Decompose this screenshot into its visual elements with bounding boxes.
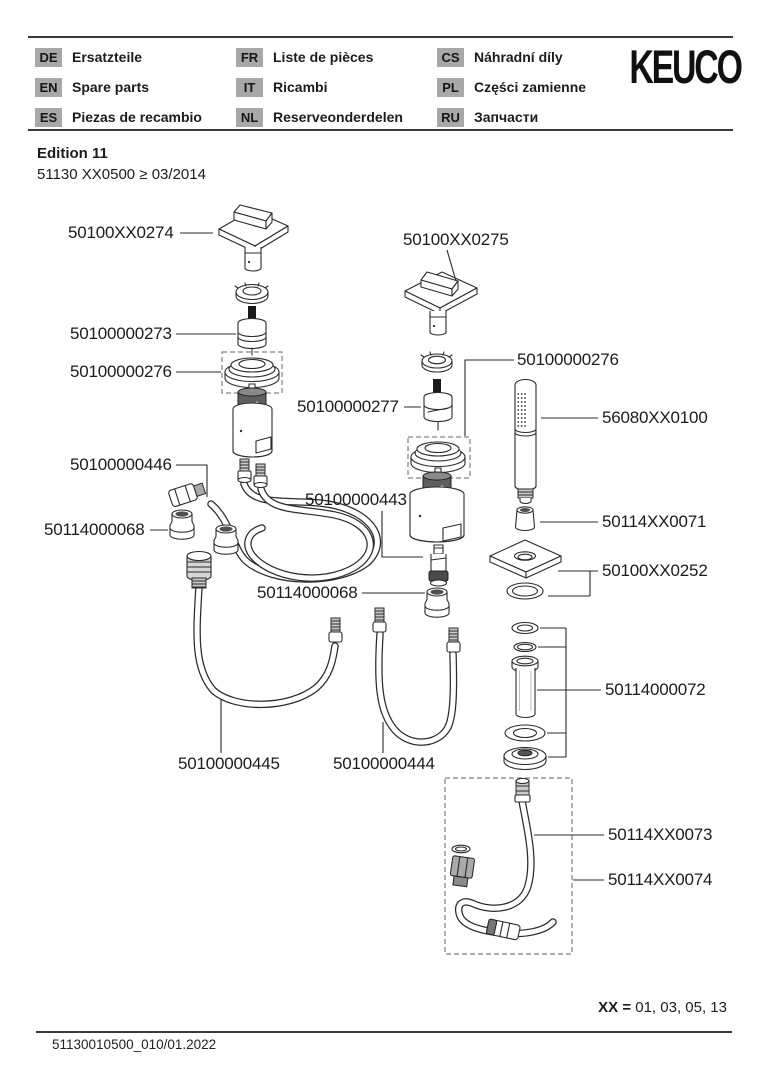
xx-variants-note xyxy=(598,999,727,1016)
part-label-50100XX0274: 50100XX0274 xyxy=(68,223,174,242)
drawing-pipe-444 xyxy=(373,608,460,742)
drawing-oring-0252 xyxy=(507,583,543,599)
drawing-valve-body-left xyxy=(233,384,272,457)
lang-label-cs: Náhradní díly xyxy=(474,49,563,65)
part-label-50114XX0073: 50114XX0073 xyxy=(608,825,713,844)
drawing-plate-0252 xyxy=(490,540,561,578)
part-label-50100XX0252: 50100XX0252 xyxy=(602,561,708,580)
divider-footer xyxy=(36,1031,732,1033)
part-label-50100XX0275: 50100XX0275 xyxy=(403,230,509,249)
lang-label-en: Spare parts xyxy=(72,79,150,95)
part-label-50100000444: 50100000444 xyxy=(333,754,435,773)
drawing-handle-mid xyxy=(405,272,477,335)
drawing-cone-0071 xyxy=(516,507,535,531)
part-label-50114XX0071: 50114XX0071 xyxy=(602,512,707,531)
drawing-hose-assembly-0074 xyxy=(445,778,572,954)
keuco-logo: KEUCO xyxy=(629,40,741,93)
drawing-valve-body-mid xyxy=(410,468,464,542)
drawing-cap-nut-mid xyxy=(421,352,452,372)
drawing-cartridge-273 xyxy=(238,306,266,355)
xx-variants-values: 01, 03, 05, 13 xyxy=(635,999,727,1016)
lang-badge-pl: PL xyxy=(437,78,464,97)
lang-label-nl: Reserveonderdelen xyxy=(273,109,403,125)
part-label-50100000276-left: 50100000276 xyxy=(70,362,172,381)
lang-badge-nl: NL xyxy=(236,108,263,127)
part-label-50100000445: 50100000445 xyxy=(178,754,280,773)
lang-badge-es: ES xyxy=(35,108,62,127)
part-label-50100000273: 50100000273 xyxy=(70,324,172,343)
lang-label-de: Ersatzteile xyxy=(72,49,143,65)
lang-label-pl: Części zamienne xyxy=(474,79,587,95)
part-label-50100000446: 50100000446 xyxy=(70,455,172,474)
part-label-50114XX0074: 50114XX0074 xyxy=(608,870,713,889)
part-label-50100000276-right: 50100000276 xyxy=(517,350,619,369)
drawing-valve-443 xyxy=(429,545,448,586)
xx-variants-label: XX = xyxy=(598,999,632,1016)
lang-label-it: Ricambi xyxy=(273,79,328,95)
drawing-cartridge-277 xyxy=(424,379,452,430)
part-label-50100000443: 50100000443 xyxy=(305,490,407,509)
lang-label-fr: Liste de pièces xyxy=(273,49,374,65)
drawing-hand-shower xyxy=(515,380,536,504)
drawing-handle-left xyxy=(219,205,288,271)
lang-badge-cs: CS xyxy=(437,48,464,67)
drawing-cap-nut-left xyxy=(235,283,268,304)
part-label-50114000072: 50114000072 xyxy=(605,680,706,699)
document-number: 51130010500_010/01.2022 xyxy=(52,1037,217,1052)
lang-label-es: Piezas de recambio xyxy=(72,109,202,125)
lang-badge-ru: RU xyxy=(437,108,464,127)
lang-badge-de: DE xyxy=(35,48,62,67)
lang-badge-fr: FR xyxy=(236,48,263,67)
edition-model: 51130 XX0500 ≥ 03/2014 xyxy=(37,166,206,183)
part-label-50100000277: 50100000277 xyxy=(297,397,399,416)
drawing-tube-set-072 xyxy=(504,623,546,770)
lang-badge-en: EN xyxy=(35,78,62,97)
part-label-50114000068-mid: 50114000068 xyxy=(257,583,358,602)
part-label-56080XX0100: 56080XX0100 xyxy=(602,408,708,427)
lang-label-ru: Запчасти xyxy=(474,109,539,125)
part-label-50114000068-left: 50114000068 xyxy=(44,520,145,539)
edition-title: Edition 11 xyxy=(37,145,108,162)
lang-badge-it: IT xyxy=(236,78,263,97)
